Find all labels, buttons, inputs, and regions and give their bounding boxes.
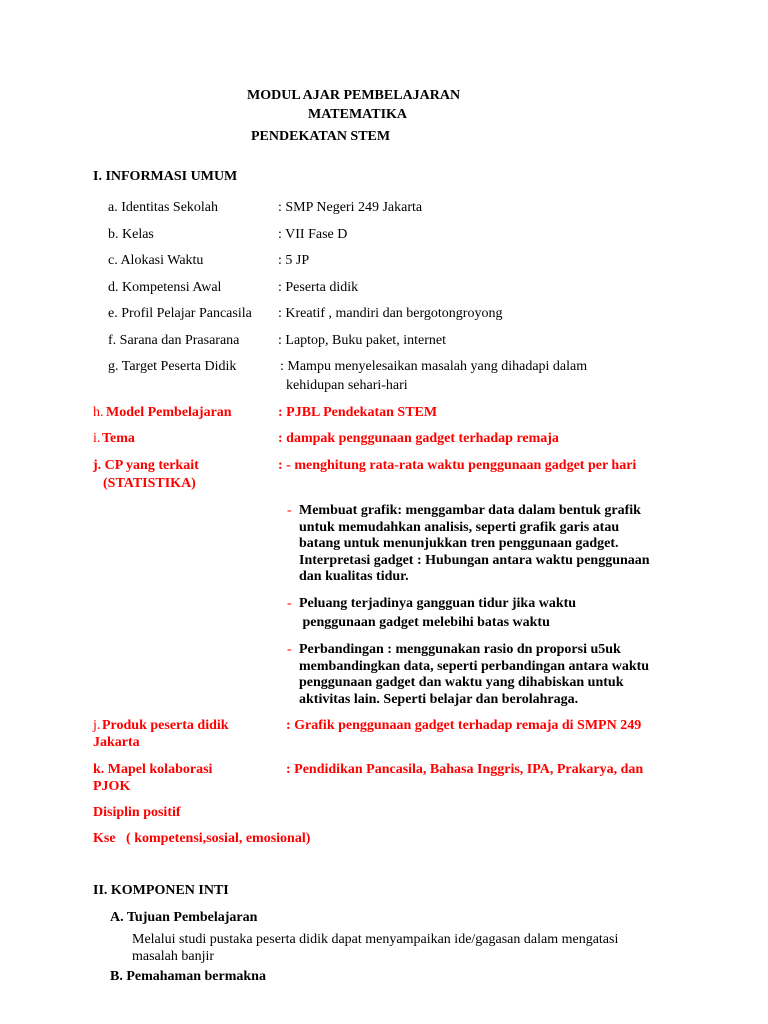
info-value-e: : Kreatif , mandiri dan bergotongroyong (278, 306, 503, 321)
info-label-g: g. Target Peserta Didik (108, 359, 237, 374)
produk-value: : Grafik penggunaan gadget terhadap remaja di SMPN 249 (286, 718, 642, 733)
model-label: Model Pembelajaran (106, 405, 232, 420)
kse-line: Kse ( kompetensi,sosial, emosional) (93, 831, 311, 846)
info-value-g-cont: kehidupan sehari-hari (286, 378, 408, 393)
cp-label: j. CP yang terkait (93, 458, 199, 473)
cp-item-1-line-2: untuk memudahkan analisis, seperti grafik garis atau (299, 520, 620, 535)
cp-label-2: (STATISTIKA) (103, 476, 196, 491)
mapel-label: k. Mapel kolaborasi (93, 762, 213, 777)
cp-item-1-line-4: Interpretasi gadget : Hubungan antara waktu penggunaan (299, 553, 650, 568)
info-label-b: b. Kelas (108, 227, 154, 242)
produk-label: Produk peserta didik (102, 718, 229, 733)
model-letter: h. (93, 405, 104, 420)
info-label-a: a. Identitas Sekolah (108, 200, 219, 215)
produk-letter: j. (93, 718, 101, 733)
disiplin-positif: Disiplin positif (93, 805, 181, 820)
tujuan-heading: A. Tujuan Pembelajaran (110, 910, 258, 925)
tujuan-text-1: Melalui studi pustaka peserta didik dapat menyampaikan ide/gagasan dalam mengatasi (132, 932, 619, 947)
tema-letter: i. (93, 431, 101, 446)
title-line-1: MODUL AJAR PEMBELAJARAN (247, 88, 461, 103)
cp-item-1-line-3: batang untuk menunjukkan tren penggunaan gadget. (299, 536, 619, 551)
section-1-heading: I. INFORMASI UMUM (93, 169, 238, 184)
cp-item-3-line-2: membandingkan data, seperti perbandingan antara waktu (299, 659, 650, 674)
mapel-label-2: PJOK (93, 779, 131, 794)
cp-item-2-line-1: Peluang terjadinya gangguan tidur jika waktu (299, 596, 577, 611)
cp-item-1-line-5: dan kualitas tidur. (299, 569, 409, 584)
info-value-f: : Laptop, Buku paket, internet (278, 333, 446, 348)
cp-item-3-line-4: aktivitas lain. Seperti belajar dan berolahraga. (299, 692, 579, 707)
info-value-b: : VII Fase D (278, 227, 348, 242)
tema-value: : dampak penggunaan gadget terhadap remaja (278, 431, 559, 446)
info-value-c: : 5 JP (278, 253, 310, 268)
pemahaman-heading: B. Pemahaman bermakna (110, 969, 266, 984)
cp-item-1-dash: - (287, 503, 292, 518)
info-value-a: : SMP Negeri 249 Jakarta (278, 200, 423, 215)
title-line-3: PENDEKATAN STEM (251, 129, 391, 144)
info-label-e: e. Profil Pelajar Pancasila (108, 306, 252, 321)
title-line-2: MATEMATIKA (308, 107, 408, 122)
cp-item-3-line-1: Perbandingan : menggunakan rasio dn proporsi u5uk (299, 642, 621, 657)
mapel-value: : Pendidikan Pancasila, Bahasa Inggris, IPA, Prakarya, dan (286, 762, 644, 777)
cp-item-3-line-3: penggunaan gadget dan waktu yang dihabiskan untuk (299, 675, 624, 690)
cp-item-1-line-1: Membuat grafik: menggambar data dalam bentuk grafik (299, 503, 641, 518)
cp-item-3-dash: - (287, 642, 292, 657)
cp-item-2-line-2: penggunaan gadget melebihi batas waktu (299, 615, 550, 630)
cp-item-2-dash: - (287, 596, 292, 611)
info-value-g: : Mampu menyelesaikan masalah yang dihadapi dalam (280, 359, 588, 374)
info-label-f: f. Sarana dan Prasarana (108, 333, 240, 348)
produk-label-2: Jakarta (93, 735, 140, 750)
section-2-heading: II. KOMPONEN INTI (93, 883, 229, 898)
info-label-d: d. Kompetensi Awal (108, 280, 222, 295)
tujuan-text-2: masalah banjir (132, 949, 215, 964)
tema-label: Tema (102, 431, 135, 446)
model-value: : PJBL Pendekatan STEM (278, 405, 438, 420)
cp-value: : - menghitung rata-rata waktu penggunaan gadget per hari (278, 458, 637, 473)
info-value-d: : Peserta didik (278, 280, 359, 295)
info-label-c: c. Alokasi Waktu (108, 253, 204, 268)
